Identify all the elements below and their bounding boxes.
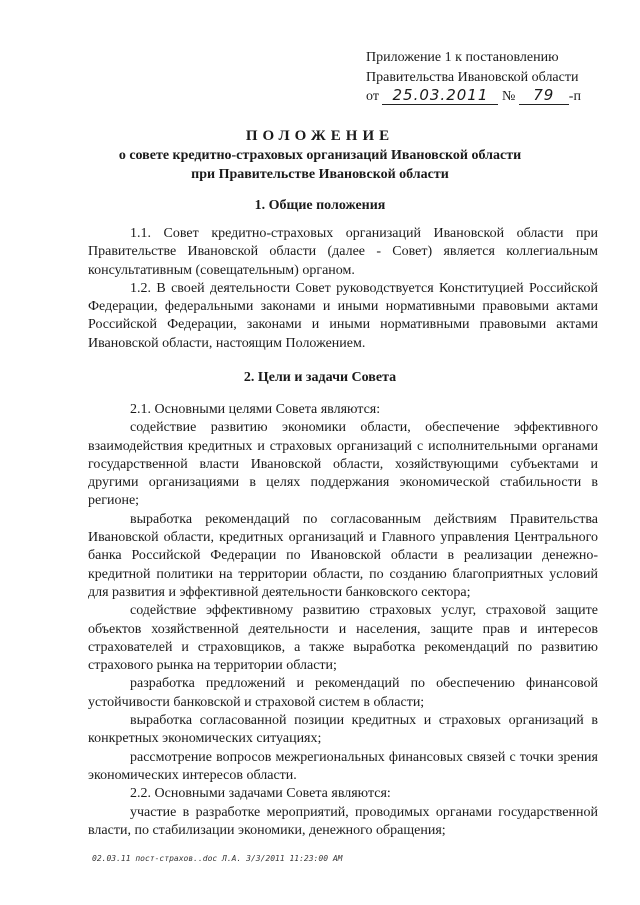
appendix-line-1: Приложение 1 к постановлению [366, 50, 559, 65]
date-prefix: от [366, 89, 379, 104]
paragraph: 1.1. Совет кредитно-страховых организаций Ивановской области при Правительстве Ивановской области (далее - Совет) является коллегиальным консультативным (совещательным) органом. [88, 226, 598, 278]
paragraph: 1.2. В своей деятельности Совет руководствуется Конституцией Российской Федерации, федеральными законами и иными нормативными правовыми актами Российской Федерации, законами и иными нормативными правовыми актами Ивановской области, настоящим Положением. [88, 280, 598, 351]
appendix-date-line [366, 87, 606, 107]
paragraph: 2.1. Основными целями Совета являются: [130, 402, 381, 417]
appendix-header [366, 48, 606, 107]
paragraph: выработка рекомендаций по согласованным действиям Правительства Ивановской области, кредитных организаций и Главного управления Центрального банка Российской Федерации по Ивановской области в реализации денежно-кредитной политики на территории области, по созданию благоприятных условий для развития и эффективной деятельности банковского сектора; [88, 511, 598, 600]
paragraph: рассмотрение вопросов межрегиональных финансовых связей с точки зрения экономических интересов области. [88, 749, 598, 783]
number-suffix: -п [568, 89, 581, 104]
number-sign: № [501, 89, 516, 104]
handwritten-number: 79 [519, 87, 569, 105]
section-1-heading: 1. Общие положения [254, 198, 386, 213]
title-heading: ПОЛОЖЕНИЕ [245, 128, 395, 144]
paragraph: выработка согласованной позиции кредитных и страховых организаций в конкретных экономических ситуациях; [88, 713, 598, 747]
document-title [0, 127, 640, 184]
title-line-2: при Правительстве Ивановской области [191, 167, 449, 182]
handwritten-date: 25.03.2011 [382, 87, 498, 105]
paragraph: содействие эффективному развитию страховых услуг, страховой защите объектов хозяйственной деятельности и населения, защите прав и интересов страхователей и страховщиков, а также выработка рекомендаций по развитию страхового рынка на территории области; [88, 603, 598, 674]
section-2-heading: 2. Цели и задачи Совета [243, 370, 397, 385]
paragraph: 2.2. Основными задачами Совета являются: [130, 786, 391, 802]
title-line-1: о совете кредитно-страховых организаций Ивановской области [118, 148, 522, 163]
section-2-body [88, 401, 598, 840]
section-1-body [88, 225, 598, 353]
file-footer: 02.03.11 пост-страхов..doc Л.А. 3/3/2011 11:23:00 AM [92, 854, 343, 863]
appendix-line-2: Правительства Ивановской области [366, 69, 579, 85]
paragraph: содействие развитию экономики области, обеспечение эффективного взаимодействия кредитных и страховых организаций с исполнительными органами государственной власти Ивановской области, хозяйствующими субъектами и другими организациями в целях поддержания экономической стабильности в регионе; [88, 420, 598, 509]
paragraph: участие в разработке мероприятий, проводимых органами государственной власти, по стабилизации экономики, денежного обращения; [88, 804, 598, 838]
paragraph: разработка предложений и рекомендаций по обеспечению финансовой устойчивости банковской и страховой систем в области; [88, 676, 598, 710]
